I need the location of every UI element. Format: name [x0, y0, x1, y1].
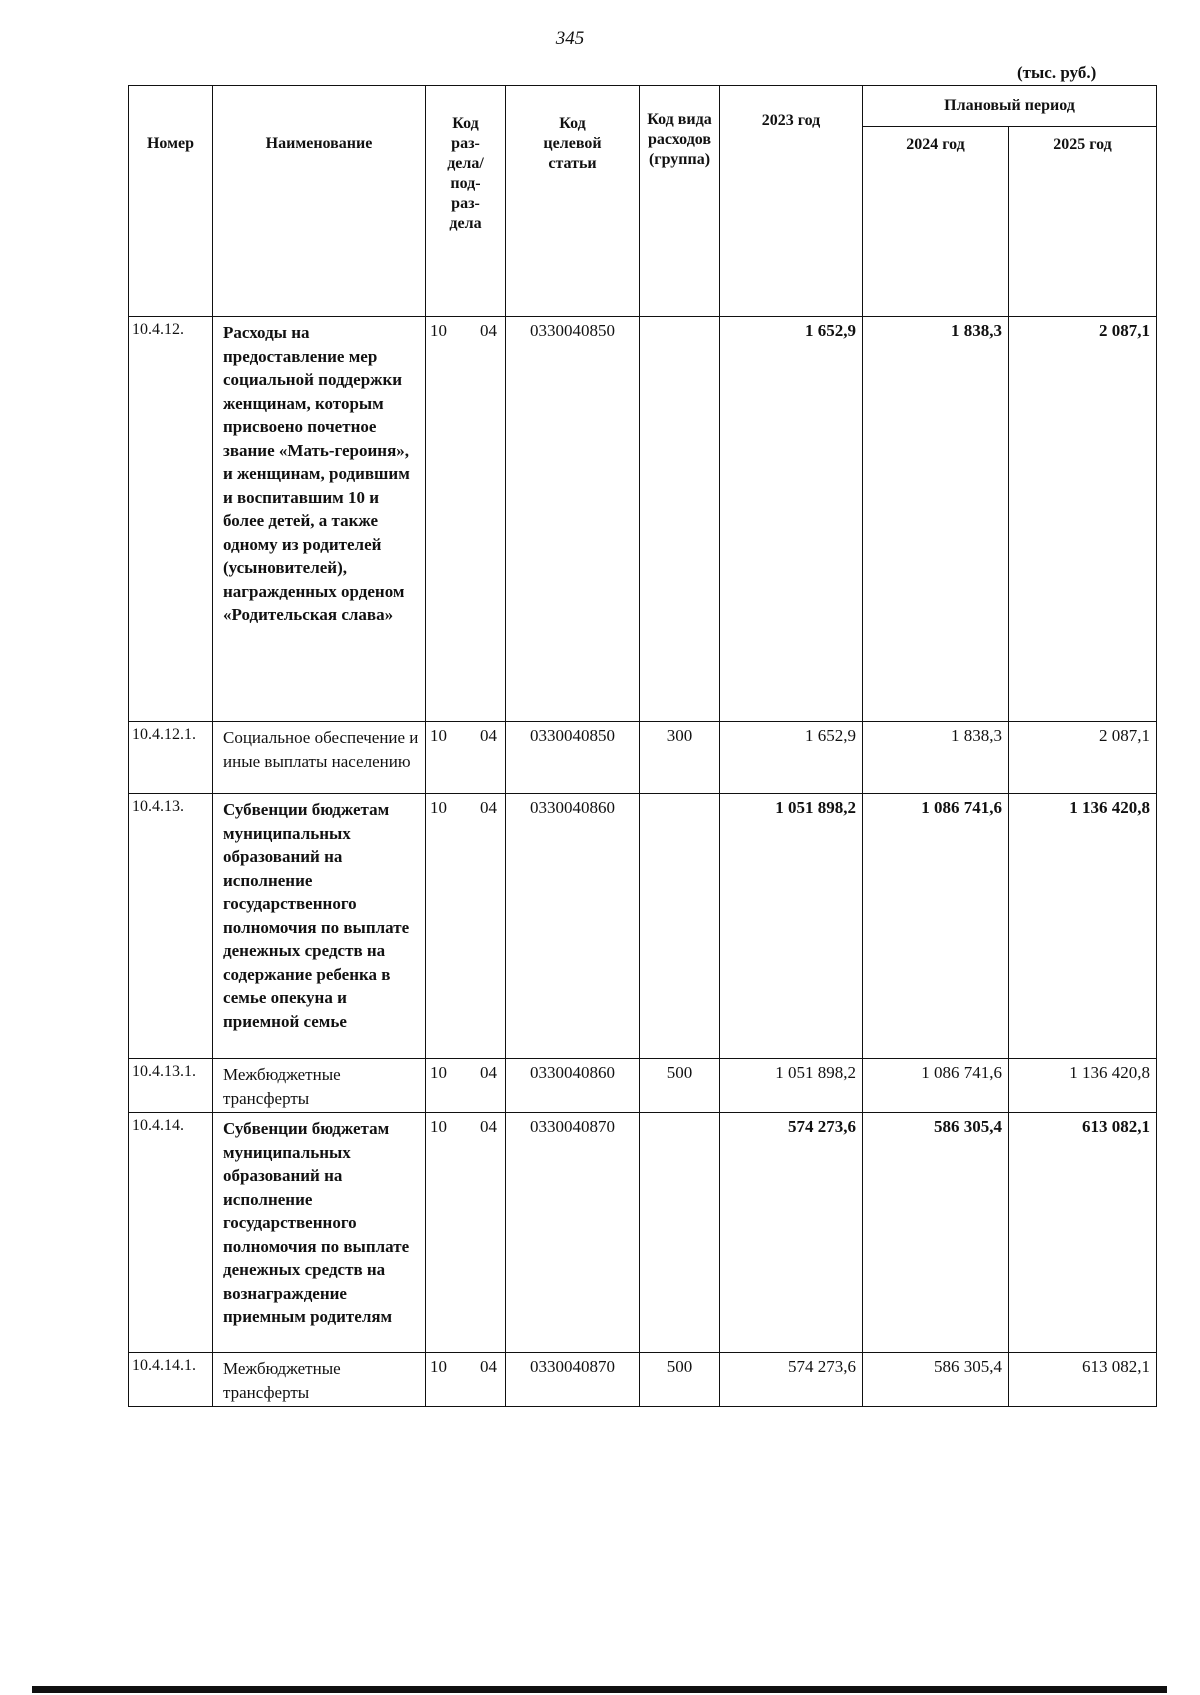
row-razdel-code: 10 [430, 1357, 447, 1376]
row-target-code: 0330040870 [506, 1113, 640, 1353]
header-razdel [426, 86, 506, 317]
header-vid: Код вида расходов (группа) [640, 86, 720, 317]
footer-rule [32, 1686, 1167, 1693]
row-amount-2023: 1 652,9 [720, 722, 863, 794]
header-2024: 2024 год [863, 127, 1009, 317]
row-amount-2024: 1 086 741,6 [863, 794, 1009, 1059]
row-podrazdel-code: 04 [480, 798, 497, 817]
header-razdel-text: Код раз-дела/ под-раз-дела [447, 115, 484, 232]
row-razdel [426, 1059, 506, 1113]
row-vid-code [640, 794, 720, 1059]
row-razdel [426, 722, 506, 794]
row-name: Субвенции бюджетам муниципальных образований на исполнение государственного полномочия по выплате денежных средств на вознаграждение приемным родителям [213, 1113, 426, 1353]
header-target-text: Код целевой статьи [543, 115, 602, 172]
row-target-code: 0330040860 [506, 794, 640, 1059]
header-2023: 2023 год [720, 86, 863, 317]
row-razdel-code: 10 [430, 726, 447, 745]
row-amount-2025: 613 082,1 [1009, 1113, 1157, 1353]
row-razdel [426, 317, 506, 722]
row-number: 10.4.12.1. [129, 722, 213, 794]
row-podrazdel-code: 04 [480, 1357, 497, 1376]
row-podrazdel-code: 04 [480, 726, 497, 745]
row-amount-2025: 1 136 420,8 [1009, 1059, 1157, 1113]
table-row [129, 317, 1157, 722]
header-target [506, 86, 640, 317]
budget-table [128, 85, 1157, 1407]
row-amount-2023: 574 273,6 [720, 1353, 863, 1407]
row-vid-code: 500 [640, 1353, 720, 1407]
row-number: 10.4.13. [129, 794, 213, 1059]
row-name: Расходы на предоставление мер социальной поддержки женщинам, которым присвоено почетное звание «Мать-героиня», и женщинам, родившим и воспитавшим 10 и более детей, а также одному из родителей (усыновителей), награжденных орденом «Родительская слава» [213, 317, 426, 722]
row-amount-2024: 1 086 741,6 [863, 1059, 1009, 1113]
table-body [129, 317, 1157, 1407]
row-amount-2023: 1 051 898,2 [720, 794, 863, 1059]
row-amount-2025: 2 087,1 [1009, 317, 1157, 722]
row-razdel-code: 10 [430, 1063, 447, 1082]
header-name: Наименование [213, 86, 426, 317]
units-label: (тыс. руб.) [1017, 63, 1097, 82]
row-razdel-code: 10 [430, 1117, 447, 1136]
row-podrazdel-code: 04 [480, 321, 497, 340]
row-name: Межбюджетные трансферты [213, 1059, 426, 1113]
table-row [129, 722, 1157, 794]
row-vid-code [640, 1113, 720, 1353]
row-target-code: 0330040860 [506, 1059, 640, 1113]
row-vid-code: 500 [640, 1059, 720, 1113]
row-amount-2025: 1 136 420,8 [1009, 794, 1157, 1059]
row-number: 10.4.14.1. [129, 1353, 213, 1407]
row-vid-code: 300 [640, 722, 720, 794]
row-target-code: 0330040850 [506, 317, 640, 722]
row-vid-code [640, 317, 720, 722]
page-number: 345 [555, 28, 585, 49]
row-number: 10.4.13.1. [129, 1059, 213, 1113]
row-razdel [426, 794, 506, 1059]
table-row [129, 1113, 1157, 1353]
row-amount-2025: 613 082,1 [1009, 1353, 1157, 1407]
row-name: Субвенции бюджетам муниципальных образований на исполнение государственного полномочия по выплате денежных средств на содержание ребенка в семье опекуна и приемной семье [213, 794, 426, 1059]
row-amount-2024: 1 838,3 [863, 722, 1009, 794]
row-name: Социальное обеспечение и иные выплаты населению [213, 722, 426, 794]
row-amount-2023: 1 051 898,2 [720, 1059, 863, 1113]
row-name: Межбюджетные трансферты [213, 1353, 426, 1407]
table-row [129, 1059, 1157, 1113]
row-target-code: 0330040850 [506, 722, 640, 794]
row-podrazdel-code: 04 [480, 1117, 497, 1136]
table-row [129, 794, 1157, 1059]
header-plan-period: Плановый период [863, 86, 1157, 127]
row-podrazdel-code: 04 [480, 1063, 497, 1082]
row-razdel [426, 1113, 506, 1353]
row-number: 10.4.14. [129, 1113, 213, 1353]
header-2025: 2025 год [1009, 127, 1157, 317]
row-razdel [426, 1353, 506, 1407]
row-amount-2024: 586 305,4 [863, 1353, 1009, 1407]
row-amount-2024: 586 305,4 [863, 1113, 1009, 1353]
row-amount-2023: 574 273,6 [720, 1113, 863, 1353]
row-razdel-code: 10 [430, 321, 447, 340]
row-amount-2023: 1 652,9 [720, 317, 863, 722]
header-number: Номер [129, 86, 213, 317]
table-row [129, 1353, 1157, 1407]
row-amount-2024: 1 838,3 [863, 317, 1009, 722]
row-razdel-code: 10 [430, 798, 447, 817]
row-number: 10.4.12. [129, 317, 213, 722]
row-target-code: 0330040870 [506, 1353, 640, 1407]
row-amount-2025: 2 087,1 [1009, 722, 1157, 794]
